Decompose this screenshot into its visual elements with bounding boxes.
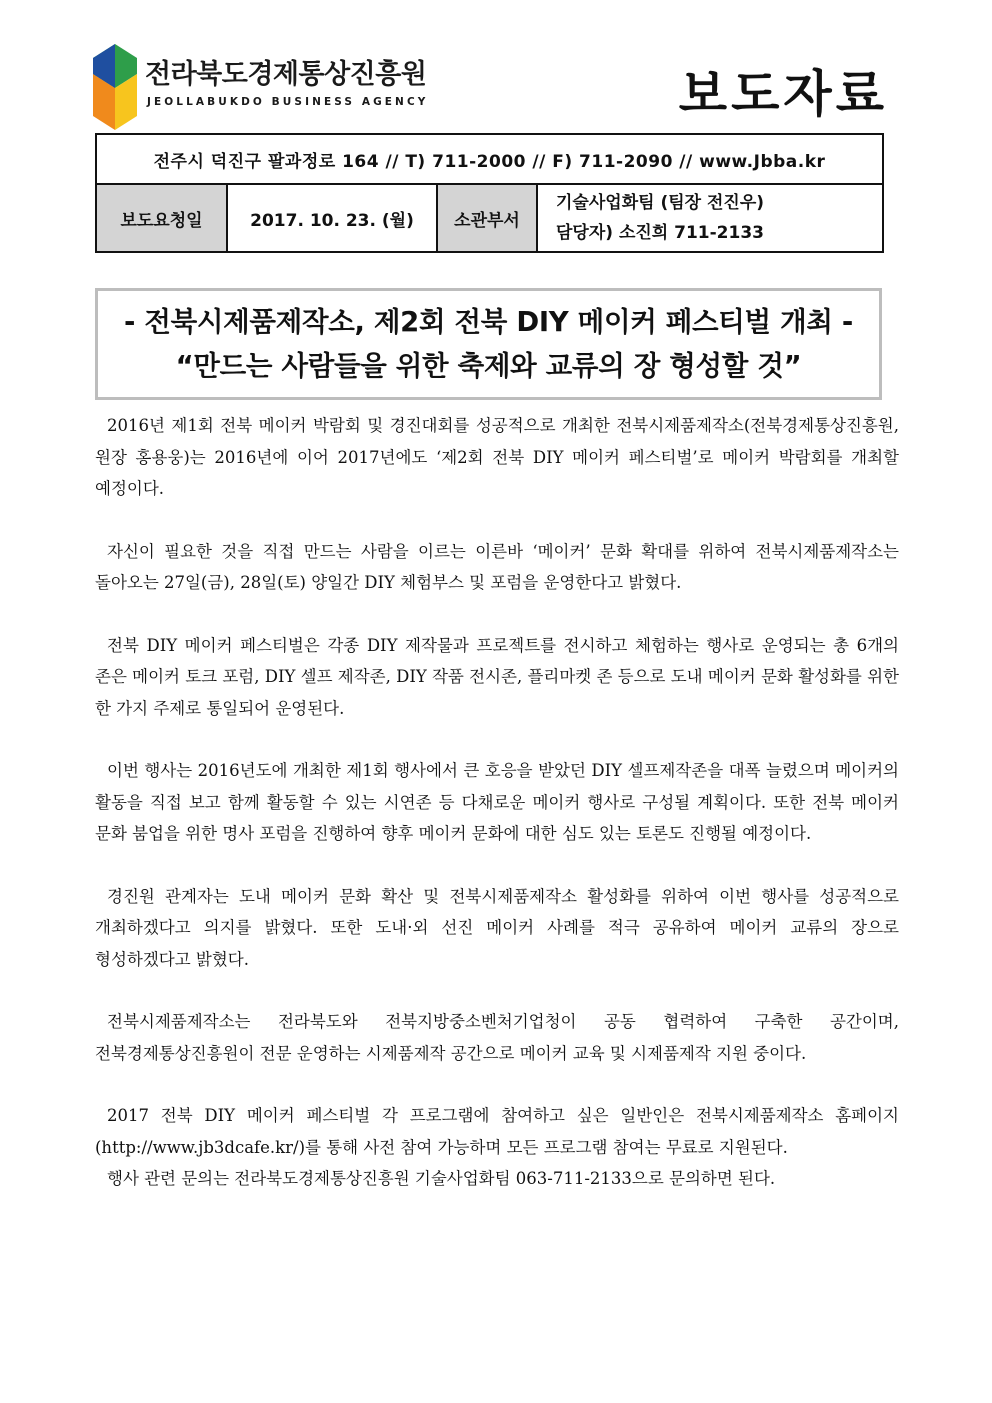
dept-label: 소관부서 bbox=[437, 184, 537, 252]
request-date-value: 2017. 10. 23. (월) bbox=[227, 184, 437, 252]
paragraph: 전북시제품제작소는 전라북도와 전북지방중소벤처기업청이 공동 협력하여 구축한 공간이며, 전북경제통상진흥원이 전문 운영하는 시제품제작 공간으로 메이커 교육 및 시제품제작 지원 중이다. bbox=[95, 1012, 899, 1063]
org-name-english: JEOLLABUKDO BUSINESS AGENCY bbox=[147, 96, 429, 108]
paragraph: 이번 행사는 2016년도에 개최한 제1회 행사에서 큰 호응을 받았던 DIY 셀프제작존을 대폭 늘렸으며 메이커의 활동을 직접 보고 함께 활동할 수 있는 시연존 등 다채로운 메이커 행사로 구성될 계획이다. 또한 전북 메이커 문화 붐업을 위한 명사 포럼을 진행하여 향후 메이커 문화에 대한 심도 있는 토론도 진행될 예정이다. bbox=[95, 761, 899, 843]
address-row bbox=[96, 134, 883, 184]
dept-value bbox=[537, 184, 883, 252]
paragraph: 2016년 제1회 전북 메이커 박람회 및 경진대회를 성공적으로 개최한 전북시제품제작소(전북경제통상진흥원, 원장 홍용웅)는 2016년에 이어 2017년에도 ‘제2회 전북 DIY 메이커 페스티벌’로 메이커 박람회를 개최할 예정이다. bbox=[95, 416, 899, 498]
subheadline: “만드는 사람들을 위한 축제와 교류의 장 형성할 것” bbox=[175, 350, 802, 382]
article-body bbox=[95, 410, 899, 1195]
paragraph: 2017 전북 DIY 메이커 페스티벌 각 프로그램에 참여하고 싶은 일반인은 전북시제품제작소 홈페이지(http://www.jb3dcafe.kr/)를 통해 사전 참여 가능하며 모든 프로그램 참여는 무료로 지원된다. bbox=[95, 1106, 899, 1157]
meta-row bbox=[96, 184, 883, 252]
dept-team: 기술사업화팀 (팀장 전진우) bbox=[556, 193, 765, 213]
document-type-title: 보도자료 bbox=[678, 65, 888, 123]
org-name-korean: 전라북도경제통상진흥원 bbox=[145, 59, 427, 90]
request-date-label: 보도요청일 bbox=[96, 184, 227, 252]
paragraph: 자신이 필요한 것을 직접 만드는 사람을 이르는 이른바 ‘메이커’ 문화 확대를 위하여 전북시제품제작소는 돌아오는 27일(금), 28일(토) 양일간 DIY 체험부스 및 포럼을 운영한다고 밝혔다. bbox=[95, 541, 899, 592]
headline-box bbox=[95, 288, 882, 400]
paragraph: 전북 DIY 메이커 페스티벌은 각종 DIY 제작물과 프로젝트를 전시하고 체험하는 행사로 운영되는 총 6개의 존은 메이커 토크 포럼, DIY 셀프 제작존, DIY 작품 전시존, 플리마켓 존 등으로 도내 메이커 문화 활성화를 위한 한 가지 주제로 통일되어 운영된다. bbox=[95, 635, 899, 718]
jbba-logo-icon bbox=[93, 44, 139, 130]
headline: - 전북시제품제작소, 제2회 전북 DIY 메이커 페스티벌 개최 - bbox=[123, 306, 854, 338]
paragraph: 경진원 관계자는 도내 메이커 문화 확산 및 전북시제품제작소 활성화를 위하여 이번 행사를 성공적으로 개최하겠다고 의지를 밝혔다. 또한 도내·외 선진 메이커 사례를 적극 공유하여 메이커 교류의 장으로 형성하겠다고 밝혔다. bbox=[95, 886, 899, 969]
dept-contact: 담당자) 소진희 711-2133 bbox=[556, 223, 764, 243]
org-logo bbox=[93, 44, 429, 130]
contact-line: 전주시 덕진구 팔과정로 164 // T) 711-2000 // F) 711-2090 // www.Jbba.kr bbox=[96, 134, 883, 184]
paragraph: 행사 관련 문의는 전라북도경제통상진흥원 기술사업화팀 063-711-2133으로 문의하면 된다. bbox=[107, 1169, 776, 1188]
info-table bbox=[95, 133, 884, 253]
